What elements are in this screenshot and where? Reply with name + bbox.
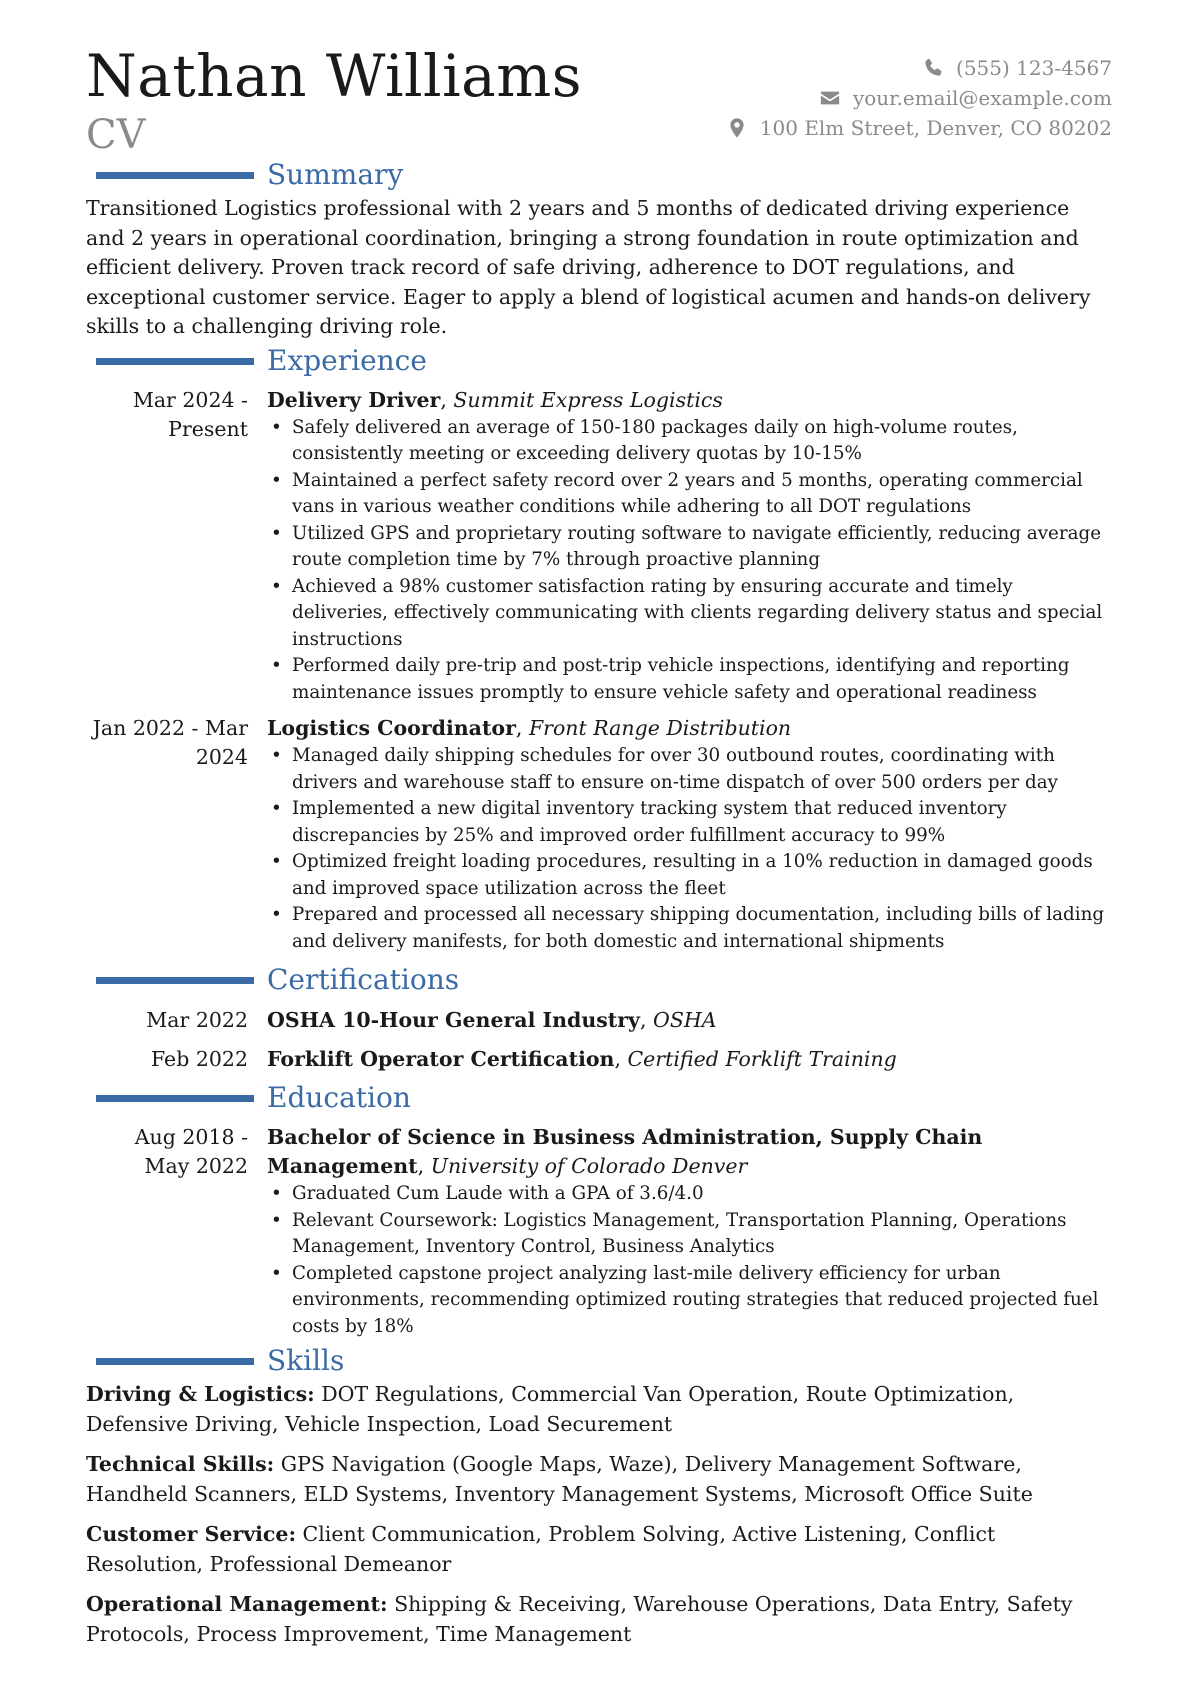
email-link[interactable]: your.email@example.com xyxy=(852,86,1112,110)
list-item: • Prepared and processed all necessary shipping documentation, including bills of lading and delivery manifests, for both domestic and international shipments xyxy=(267,902,1112,955)
list-item: • Optimized freight loading procedures, resulting in a 10% reduction in damaged goods and improved space utilization across the fleet xyxy=(267,849,1112,902)
section-rule xyxy=(96,358,254,365)
entry-date: Jan 2022 - Mar 2024 xyxy=(92,716,248,769)
entry-body xyxy=(267,1123,1112,1340)
bullet-list xyxy=(267,743,1112,955)
list-item: • Implemented a new digital inventory tracking system that reduced inventory discrepancies by 25% and improved order fulfillment accuracy to 99% xyxy=(267,796,1112,849)
list-item: • Maintained a perfect safety record over 2 years and 5 months, operating commercial vans in various weather conditions while adhering to all DOT regulations xyxy=(267,468,1112,521)
entry-title: Bachelor of Science in Business Administration, Supply Chain Management, University of Colorado Denver xyxy=(267,1125,983,1178)
envelope-icon xyxy=(819,87,841,109)
section-rule xyxy=(96,172,254,179)
education-entry xyxy=(86,1123,1112,1340)
certification-issuer: OSHA xyxy=(653,1008,717,1032)
entry-body xyxy=(267,714,1112,955)
section-rule xyxy=(96,977,254,984)
resume-header xyxy=(86,0,1112,158)
skill-group-label: Customer Service: xyxy=(86,1522,297,1546)
list-item: • Completed capstone project analyzing last-mile delivery efficiency for urban environments, recommending optimized routing strategies that reduced projected fuel costs by 18% xyxy=(267,1261,1112,1341)
skill-group xyxy=(86,1590,1112,1649)
job-organization: Front Range Distribution xyxy=(528,716,792,740)
list-item: • Managed daily shipping schedules for over 30 outbound routes, coordinating with drivers and warehouse staff to ensure on-time dispatch of over 500 orders per day xyxy=(267,743,1112,796)
section-title-experience: Experience xyxy=(267,343,427,377)
skill-group-items: Shipping & Receiving, Warehouse Operations, Data Entry, Safety Protocols, Process Improvement, Time Management xyxy=(86,1592,1073,1646)
section-title-skills: Skills xyxy=(267,1344,345,1377)
school-name: University of Colorado Denver xyxy=(430,1154,748,1178)
section-rule xyxy=(96,1095,254,1102)
contact-info xyxy=(726,53,1112,143)
certifications-section-heading xyxy=(86,963,1112,999)
bullet-list xyxy=(267,1181,1112,1340)
certification-name: Forklift Operator Certification xyxy=(267,1047,615,1071)
entry-title: Delivery Driver, Summit Express Logistics xyxy=(267,387,723,412)
contact-address xyxy=(726,113,1112,143)
section-title-summary: Summary xyxy=(267,158,404,191)
job-organization: Summit Express Logistics xyxy=(453,387,723,412)
summary-text: Transitioned Logistics professional with 2 years and 5 months of dedicated driving experience and 2 years in operational coordination, bringing a strong foundation in route optimization and efficient delivery. Proven track record of safe driving, adherence to DOT regulations, and exceptional customer service. Eager to apply a blend of logistical acumen and hands-on delivery skills to a challenging driving role. xyxy=(86,196,1091,338)
skill-group-label: Operational Management: xyxy=(86,1592,388,1616)
section-rule xyxy=(96,1358,254,1365)
entry-date: Mar 2024 - Present xyxy=(132,387,248,441)
skill-group xyxy=(86,1520,1112,1579)
list-item: • Performed daily pre-trip and post-trip vehicle inspections, identifying and reporting maintenance issues promptly to ensure vehicle safety and operational readiness xyxy=(267,653,1112,706)
skill-group-items: Client Communication, Problem Solving, Active Listening, Conflict Resolution, Professional Demeanor xyxy=(86,1522,996,1576)
candidate-name: Nathan Williams xyxy=(86,42,582,110)
degree-name: Bachelor of Science in Business Administration, Supply Chain Management xyxy=(267,1125,983,1178)
list-item: • Safely delivered an average of 150-180 packages daily on high-volume routes, consistently meeting or exceeding delivery quotas by 10-15% xyxy=(267,415,1112,468)
map-pin-icon xyxy=(726,117,748,139)
experience-entry xyxy=(86,386,1112,707)
skill-group-items: GPS Navigation (Google Maps, Waze), Delivery Management Software, Handheld Scanners, ELD Systems, Inventory Management Systems, Microsoft Office Suite xyxy=(86,1452,1033,1506)
education-section-heading xyxy=(86,1081,1112,1117)
skill-group-label: Driving & Logistics: xyxy=(86,1382,315,1406)
skill-group-label: Technical Skills: xyxy=(86,1452,275,1476)
certification-issuer: Certified Forklift Training xyxy=(627,1047,897,1071)
skills-section-heading xyxy=(86,1344,1112,1380)
certification-entry xyxy=(86,1042,1112,1077)
entry-title: Forklift Operator Certification, Certified Forklift Training xyxy=(267,1047,897,1071)
skill-group xyxy=(86,1450,1112,1509)
job-role: Logistics Coordinator xyxy=(267,716,516,740)
entry-title: OSHA 10-Hour General Industry, OSHA xyxy=(267,1008,717,1032)
entry-date: Aug 2018 - May 2022 xyxy=(134,1125,248,1178)
section-title-certifications: Certifications xyxy=(267,963,460,996)
document-subtitle: CV xyxy=(86,112,146,158)
certification-name: OSHA 10-Hour General Industry xyxy=(267,1008,640,1032)
summary-section-heading xyxy=(86,158,1112,194)
experience-section-heading xyxy=(86,344,1112,380)
resume-page xyxy=(86,0,1112,1660)
skill-group-items: DOT Regulations, Commercial Van Operation, Route Optimization, Defensive Driving, Vehicle Inspection, Load Securement xyxy=(86,1382,1015,1436)
experience-entry xyxy=(86,714,1112,955)
list-item: • Achieved a 98% customer satisfaction rating by ensuring accurate and timely deliveries, effectively communicating with clients regarding delivery status and special instructions xyxy=(267,574,1112,654)
entry-date: Mar 2022 xyxy=(146,1008,248,1032)
contact-email xyxy=(726,83,1112,113)
list-item: • Graduated Cum Laude with a GPA of 3.6/4.0 xyxy=(267,1181,1112,1208)
entry-title: Logistics Coordinator, Front Range Distribution xyxy=(267,716,792,740)
section-title-education: Education xyxy=(267,1081,411,1114)
entry-date: Feb 2022 xyxy=(150,1047,248,1071)
entry-body xyxy=(267,386,1112,707)
phone-text[interactable]: (555) 123-4567 xyxy=(956,56,1112,80)
skill-group xyxy=(86,1380,1112,1439)
job-role: Delivery Driver xyxy=(267,387,441,412)
address-text: 100 Elm Street, Denver, CO 80202 xyxy=(759,116,1112,140)
list-item: • Relevant Coursework: Logistics Management, Transportation Planning, Operations Management, Inventory Control, Business Analytics xyxy=(267,1208,1112,1261)
certification-entry xyxy=(86,1003,1112,1038)
bullet-list xyxy=(267,415,1112,707)
contact-phone xyxy=(726,53,1112,83)
phone-icon xyxy=(922,57,944,79)
list-item: • Utilized GPS and proprietary routing software to navigate efficiently, reducing average route completion time by 7% through proactive planning xyxy=(267,521,1112,574)
